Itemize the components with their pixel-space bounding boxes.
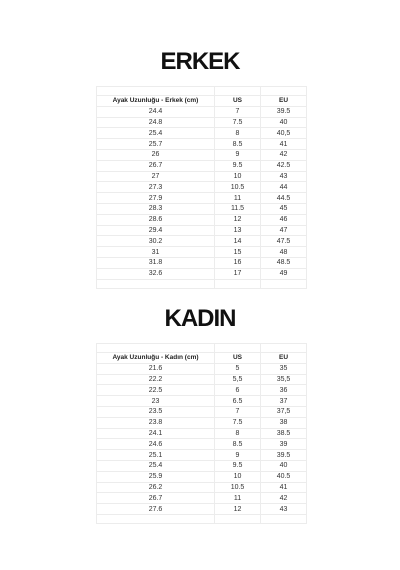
table-cell: 23.8 [97,417,215,428]
table-row [97,268,307,279]
table-cell: 16 [215,257,261,268]
table-cell: 40 [261,117,307,128]
table-row [97,225,307,236]
table-cell: 42.5 [261,160,307,171]
table-cell: 14 [215,236,261,247]
table-cell: 27.6 [97,504,215,515]
table-row [97,257,307,268]
table-cell: 5 [215,363,261,374]
table-cell: 39 [261,439,307,450]
table-cell: 46 [261,214,307,225]
table-cell: 40 [261,460,307,471]
table-cell: 27.9 [97,193,215,204]
table-cell: 49 [261,268,307,279]
table-row [97,117,307,128]
table-cell: 10 [215,171,261,182]
empty-cell [261,87,307,96]
table-header-row [97,96,307,107]
table-cell: 26.2 [97,482,215,493]
column-header: Ayak Uzunluğu - Erkek (cm) [97,96,215,107]
table-row [97,417,307,428]
table-row [97,385,307,396]
table-cell: 28.6 [97,214,215,225]
table-cell: 10.5 [215,482,261,493]
table-spacer-row [97,87,307,96]
table-cell: 48 [261,247,307,258]
table-cell: 42 [261,149,307,160]
table-cell: 7.5 [215,117,261,128]
table-cell: 40.5 [261,471,307,482]
table-cell: 26 [97,149,215,160]
table-cell: 5,5 [215,374,261,385]
table-cell: 9.5 [215,160,261,171]
men-section-title: ERKEK [160,48,240,75]
empty-cell [97,279,215,288]
table-cell: 39.5 [261,450,307,461]
empty-cell [261,514,307,523]
table-row [97,450,307,461]
table-empty-row [97,279,307,288]
table-cell: 24.8 [97,117,215,128]
table-header-row [97,353,307,364]
table-row [97,214,307,225]
table-cell: 38 [261,417,307,428]
table-cell: 23.5 [97,406,215,417]
table-cell: 45 [261,203,307,214]
table-row [97,106,307,117]
table-row [97,149,307,160]
table-cell: 6.5 [215,396,261,407]
table-cell: 43 [261,504,307,515]
table-cell: 39.5 [261,106,307,117]
table-cell: 30.2 [97,236,215,247]
table-cell: 31.8 [97,257,215,268]
table-row [97,460,307,471]
table-row [97,203,307,214]
table-cell: 41 [261,139,307,150]
table-cell: 10.5 [215,182,261,193]
table-row [97,396,307,407]
women-size-table [96,343,307,524]
table-cell: 7.5 [215,417,261,428]
table-row [97,471,307,482]
column-header: US [215,96,261,107]
table-cell: 37 [261,396,307,407]
table-cell: 31 [97,247,215,258]
table-cell: 27 [97,171,215,182]
table-cell: 36 [261,385,307,396]
table-cell: 17 [215,268,261,279]
table-cell: 8 [215,128,261,139]
table-cell: 15 [215,247,261,258]
table-row [97,128,307,139]
table-row [97,193,307,204]
table-cell: 8.5 [215,139,261,150]
empty-cell [97,87,215,96]
empty-cell [215,87,261,96]
empty-cell [97,514,215,523]
table-cell: 11 [215,193,261,204]
table-cell: 24.6 [97,439,215,450]
table-row [97,504,307,515]
table-cell: 6 [215,385,261,396]
table-cell: 22.5 [97,385,215,396]
table-cell: 42 [261,493,307,504]
table-cell: 23 [97,396,215,407]
table-cell: 38.5 [261,428,307,439]
empty-cell [261,279,307,288]
table-row [97,236,307,247]
table-cell: 11 [215,493,261,504]
empty-cell [97,344,215,353]
table-cell: 40,5 [261,128,307,139]
table-cell: 48.5 [261,257,307,268]
table-cell: 9 [215,450,261,461]
empty-cell [215,514,261,523]
table-row [97,428,307,439]
women-section-title: KADIN [164,305,236,332]
table-cell: 7 [215,406,261,417]
table-cell: 35 [261,363,307,374]
table-row [97,171,307,182]
table-row [97,363,307,374]
table-cell: 29.4 [97,225,215,236]
men-size-table [96,86,307,289]
column-header: EU [261,96,307,107]
table-cell: 24.4 [97,106,215,117]
table-row [97,139,307,150]
table-cell: 21.6 [97,363,215,374]
table-cell: 12 [215,504,261,515]
table-cell: 8 [215,428,261,439]
table-cell: 8.5 [215,439,261,450]
table-row [97,374,307,385]
table-row [97,160,307,171]
table-cell: 7 [215,106,261,117]
column-header: EU [261,353,307,364]
empty-cell [215,279,261,288]
table-cell: 43 [261,171,307,182]
table-cell: 9 [215,149,261,160]
table-row [97,182,307,193]
table-cell: 27.3 [97,182,215,193]
table-cell: 25.9 [97,471,215,482]
table-cell: 35,5 [261,374,307,385]
table-row [97,439,307,450]
table-row [97,493,307,504]
table-cell: 22.2 [97,374,215,385]
table-cell: 47.5 [261,236,307,247]
table-row [97,482,307,493]
table-cell: 9.5 [215,460,261,471]
table-cell: 11.5 [215,203,261,214]
table-spacer-row [97,344,307,353]
table-cell: 44.5 [261,193,307,204]
table-cell: 37,5 [261,406,307,417]
table-cell: 25.7 [97,139,215,150]
empty-cell [261,344,307,353]
table-row [97,406,307,417]
table-cell: 44 [261,182,307,193]
table-row [97,247,307,258]
table-cell: 26.7 [97,160,215,171]
empty-cell [215,344,261,353]
table-empty-row [97,514,307,523]
table-cell: 26.7 [97,493,215,504]
table-cell: 25.1 [97,450,215,461]
table-cell: 13 [215,225,261,236]
table-cell: 28.3 [97,203,215,214]
table-cell: 25.4 [97,460,215,471]
table-cell: 24.1 [97,428,215,439]
table-cell: 25.4 [97,128,215,139]
column-header: US [215,353,261,364]
table-cell: 12 [215,214,261,225]
table-cell: 32.6 [97,268,215,279]
table-cell: 41 [261,482,307,493]
column-header: Ayak Uzunluğu - Kadın (cm) [97,353,215,364]
table-cell: 10 [215,471,261,482]
table-cell: 47 [261,225,307,236]
